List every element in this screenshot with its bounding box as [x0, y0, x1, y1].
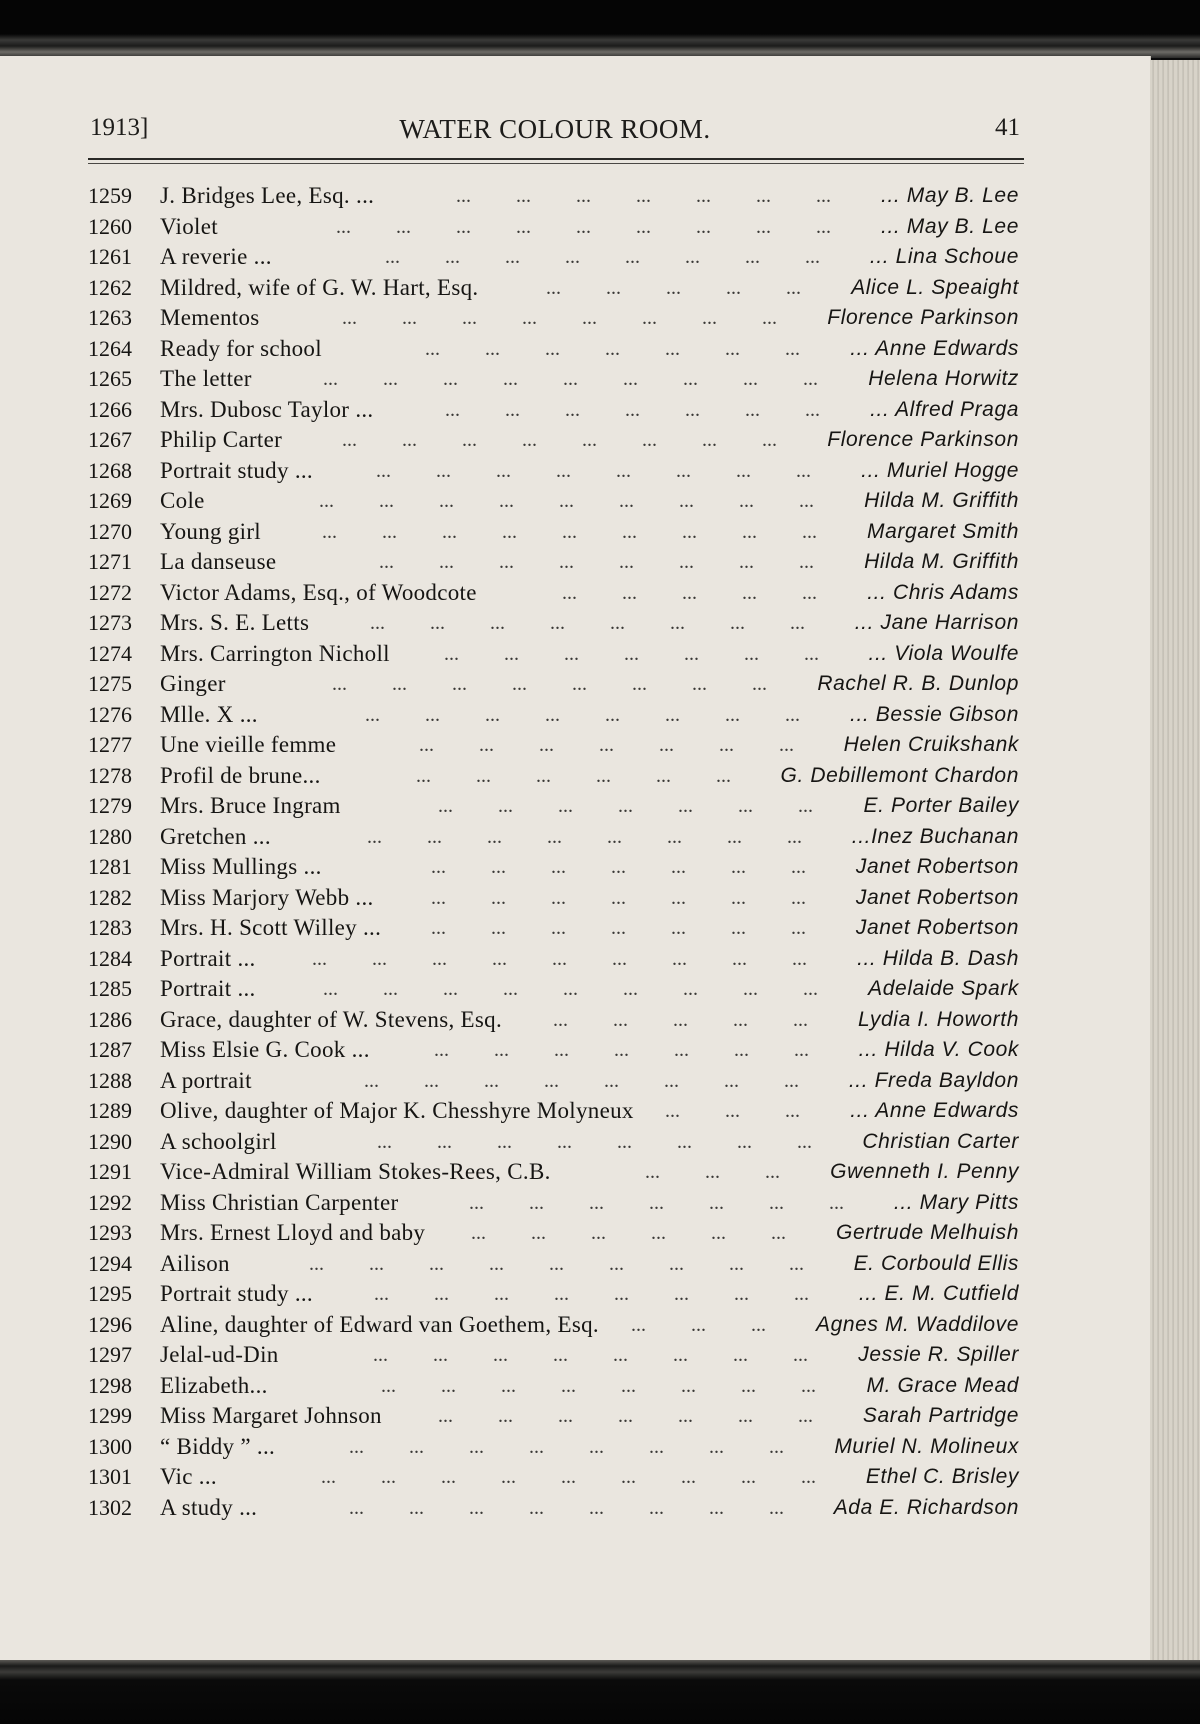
leader-dots: ... ... ... ... ... ... ... — [438, 1405, 853, 1427]
leader-dots: ... ... ... ... ... ... ... — [431, 856, 846, 878]
entry-title: Miss Marjory Webb ... — [160, 884, 374, 910]
entry-number: 1279 — [88, 793, 132, 818]
leader-dots: ... ... ... ... ... ... — [416, 764, 771, 787]
entry-title: Mrs. Carrington Nicholl — [160, 640, 390, 666]
leader-dots: ... ... ... ... ... ... ... — [444, 642, 859, 665]
entry-number: 1280 — [88, 823, 132, 849]
catalogue-entry — [88, 1219, 1023, 1250]
leader-dots: ... ... ... ... ... ... ... ... — [364, 1069, 839, 1092]
entry-number: 1262 — [88, 274, 132, 300]
entry-artist: ... Viola Woulfe — [868, 641, 1019, 665]
leader-dots: ... ... ... ... ... — [546, 276, 841, 299]
entry-title: Mrs. Dubosc Taylor ... — [160, 396, 374, 422]
entry-title: Young girl — [160, 518, 261, 544]
header-rule-thin — [88, 163, 1024, 164]
entry-title: A reverie ... — [160, 244, 272, 269]
entry-artist: Janet Robertson — [855, 916, 1019, 939]
leader-dots: ... ... ... ... ... ... ... — [431, 917, 846, 939]
entry-number: 1296 — [88, 1311, 132, 1337]
leader-dots: ... ... ... ... ... ... ... — [434, 1039, 849, 1061]
entry-artist: ...Inez Buchanan — [851, 824, 1019, 848]
entry-artist: Muriel N. Molineux — [834, 1434, 1019, 1458]
entry-artist: ... Anne Edwards — [850, 336, 1019, 360]
entry-artist: E. Corbould Ellis — [853, 1251, 1019, 1275]
entry-title: Miss Christian Carpenter — [160, 1189, 399, 1215]
entry-number: 1295 — [88, 1281, 132, 1306]
entry-artist: ... Anne Edwards — [850, 1099, 1019, 1122]
leader-dots: ... ... ... ... ... ... ... ... — [342, 307, 817, 329]
leader-dots: ... ... ... ... ... ... ... — [431, 886, 846, 909]
entry-number: 1287 — [88, 1037, 132, 1062]
catalogue-entry — [88, 1463, 1023, 1494]
book-top-edge — [0, 0, 1200, 58]
leader-dots: ... ... ... ... ... ... ... ... — [342, 429, 817, 451]
entry-number: 1277 — [88, 732, 132, 757]
entry-artist: Ada E. Richardson — [833, 1495, 1019, 1519]
entry-title: Elizabeth... — [160, 1372, 268, 1398]
entry-title: Mrs. Bruce Ingram — [160, 793, 341, 818]
catalogue-entry — [88, 1189, 1023, 1220]
book-bottom-edge — [0, 1660, 1200, 1724]
entry-artist: E. Porter Bailey — [863, 794, 1019, 817]
leader-dots: ... ... ... ... ... ... ... ... ... — [322, 520, 857, 543]
entry-number: 1259 — [88, 183, 132, 208]
catalogue-entry — [88, 640, 1023, 671]
entry-number: 1266 — [88, 396, 132, 422]
entry-artist: ... May B. Lee — [881, 184, 1019, 207]
entry-artist: ... Muriel Hogge — [861, 458, 1019, 482]
entry-number: 1273 — [88, 610, 132, 635]
entry-title: Aline, daughter of Edward van Goethem, Esq. — [160, 1311, 599, 1337]
leader-dots: ... ... ... ... ... ... ... — [425, 337, 840, 360]
entry-artist: Janet Robertson — [855, 855, 1019, 878]
entry-title: Miss Elsie G. Cook ... — [160, 1037, 370, 1062]
entry-title: La danseuse — [160, 549, 277, 574]
entry-artist: ... Freda Bayldon — [848, 1068, 1019, 1092]
leader-dots: ... ... ... ... ... ... ... ... — [370, 612, 845, 634]
catalogue-entry — [88, 365, 1023, 396]
catalogue-entry — [88, 579, 1023, 610]
entry-title: Mildred, wife of G. W. Hart, Esq. — [160, 274, 479, 300]
entry-number: 1292 — [88, 1189, 132, 1215]
catalogue-entry — [88, 731, 1023, 762]
entry-number: 1290 — [88, 1128, 132, 1154]
entry-title: Cole — [160, 488, 205, 513]
entry-number: 1263 — [88, 305, 132, 330]
entry-number: 1291 — [88, 1159, 132, 1184]
catalogue-entry — [88, 762, 1023, 793]
entry-title: Portrait study ... — [160, 457, 313, 483]
entry-number: 1281 — [88, 854, 132, 879]
catalogue-entry — [88, 213, 1023, 244]
entry-number: 1294 — [88, 1250, 132, 1276]
leader-dots: ... ... ... ... ... ... ... ... ... — [319, 490, 854, 512]
entry-title: Victor Adams, Esq., of Woodcote — [160, 579, 477, 605]
leader-dots: ... ... ... ... ... ... ... ... — [385, 246, 860, 268]
page-number: 41 — [995, 114, 1020, 141]
entry-artist: Helen Cruikshank — [843, 733, 1019, 756]
entry-title: Olive, daughter of Major K. Chesshyre Molyneux — [160, 1098, 634, 1123]
entry-artist: ... Lina Schoue — [869, 245, 1019, 268]
entry-number: 1300 — [88, 1433, 132, 1459]
leader-dots: ... ... ... ... ... ... ... ... ... — [323, 368, 858, 390]
leader-dots: ... ... ... ... ... — [553, 1008, 848, 1031]
leader-dots: ... ... ... ... ... ... ... ... — [332, 673, 807, 695]
catalogue-entry — [88, 396, 1023, 427]
leader-dots: ... ... ... ... ... ... ... ... — [379, 551, 854, 573]
leader-dots: ... ... ... ... ... ... ... ... — [376, 459, 851, 482]
catalogue-entry — [88, 701, 1023, 732]
catalogue-entry — [88, 1158, 1023, 1189]
entry-title: Gretchen ... — [160, 823, 271, 849]
page-fore-edge — [1150, 60, 1200, 1660]
catalogue-entry — [88, 457, 1023, 488]
entry-number: 1285 — [88, 976, 132, 1001]
entry-number: 1264 — [88, 335, 132, 361]
entry-number: 1274 — [88, 640, 132, 666]
entry-artist: Florence Parkinson — [827, 306, 1019, 329]
entry-title: Portrait study ... — [160, 1281, 313, 1306]
catalogue-entry — [88, 182, 1023, 213]
entry-number: 1267 — [88, 427, 132, 452]
entry-number: 1265 — [88, 366, 132, 391]
entry-title: Grace, daughter of W. Stevens, Esq. — [160, 1006, 503, 1032]
leader-dots: ... ... ... ... ... ... ... ... — [349, 1435, 824, 1458]
entry-artist: ... Bessie Gibson — [850, 702, 1019, 726]
entry-title: Jelal-ud-Din — [160, 1342, 279, 1367]
catalogue-entry — [88, 853, 1023, 884]
entry-artist: Hilda M. Griffith — [864, 550, 1019, 573]
entry-number: 1275 — [88, 671, 132, 696]
entry-artist: ... Chris Adams — [867, 580, 1019, 604]
entry-artist: ... Hilda V. Cook — [858, 1038, 1019, 1061]
entry-number: 1268 — [88, 457, 132, 483]
catalogue-entry — [88, 1341, 1023, 1372]
running-header — [90, 114, 1020, 154]
entry-number: 1288 — [88, 1067, 132, 1093]
leader-dots: ... ... ... ... ... ... — [471, 1222, 826, 1244]
entry-artist: ... E. M. Cutfield — [858, 1282, 1019, 1305]
entry-title: Ailison — [160, 1250, 230, 1276]
leader-dots: ... ... ... ... ... ... ... ... — [349, 1496, 824, 1519]
leader-dots: ... ... ... ... ... ... ... ... — [365, 703, 840, 726]
catalogue-entry — [88, 548, 1023, 579]
entry-number: 1299 — [88, 1403, 132, 1428]
entry-number: 1284 — [88, 945, 132, 971]
leader-dots: ... ... ... ... ... ... ... ... ... — [323, 978, 858, 1000]
catalogue-entry — [88, 1006, 1023, 1037]
entry-title: Mrs. H. Scott Willey ... — [160, 915, 382, 940]
entry-title: Miss Mullings ... — [160, 854, 322, 879]
entry-number: 1272 — [88, 579, 132, 605]
leader-dots: ... ... ... — [665, 1100, 840, 1122]
entry-title: Ginger — [160, 671, 226, 696]
catalogue-entry — [88, 304, 1023, 335]
catalogue-entry — [88, 1372, 1023, 1403]
entry-artist: Florence Parkinson — [827, 428, 1019, 451]
entry-artist: Ethel C. Brisley — [865, 1465, 1019, 1488]
entry-title: Vice-Admiral William Stokes-Rees, C.B. — [160, 1159, 551, 1184]
header-year: 1913] — [90, 114, 149, 141]
leader-dots: ... ... ... ... ... ... ... — [456, 185, 871, 207]
entry-artist: Jessie R. Spiller — [858, 1343, 1019, 1366]
entry-title: Philip Carter — [160, 427, 283, 452]
header-title: WATER COLOUR ROOM. — [399, 114, 711, 144]
catalogue-entry — [88, 975, 1023, 1006]
entry-number: 1261 — [88, 244, 132, 269]
catalogue-entry — [88, 1097, 1023, 1128]
catalogue-entry — [88, 792, 1023, 823]
catalogue-entry — [88, 914, 1023, 945]
catalogue-entry — [88, 1067, 1023, 1098]
entry-title: A study ... — [160, 1494, 258, 1520]
entry-artist: Christian Carter — [862, 1129, 1019, 1153]
entry-number: 1293 — [88, 1220, 132, 1245]
leader-dots: ... ... ... ... ... ... ... — [469, 1191, 884, 1214]
entry-title: Vic ... — [160, 1464, 217, 1489]
entry-artist: Rachel R. B. Dunlop — [817, 672, 1019, 695]
entry-number: 1301 — [88, 1464, 132, 1489]
entry-title: Profil de brune... — [160, 762, 321, 788]
entry-title: “ Biddy ” ... — [160, 1433, 276, 1459]
leader-dots: ... ... ... — [631, 1313, 806, 1336]
catalogue-entry — [88, 1494, 1023, 1525]
entry-artist: Alice L. Speaight — [851, 275, 1019, 299]
entry-number: 1270 — [88, 518, 132, 544]
entry-number: 1278 — [88, 762, 132, 788]
entry-artist: ... Alfred Praga — [870, 397, 1019, 421]
entry-number: 1282 — [88, 884, 132, 910]
entry-artist: Hilda M. Griffith — [864, 489, 1019, 512]
leader-dots: ... ... ... ... ... ... ... ... — [367, 825, 842, 848]
leader-dots: ... ... ... ... ... ... ... ... ... — [321, 1466, 856, 1488]
entry-artist: Lydia I. Howorth — [858, 1007, 1019, 1031]
entry-artist: Gwenneth I. Penny — [830, 1160, 1019, 1183]
leader-dots: ... ... ... ... ... ... ... ... ... — [312, 947, 847, 970]
entry-number: 1297 — [88, 1342, 132, 1367]
catalogue-entry — [88, 1280, 1023, 1311]
entry-title: Ready for school — [160, 335, 322, 361]
entry-artist: G. Debillemont Chardon — [780, 763, 1019, 787]
leader-dots: ... ... ... ... ... ... ... ... — [373, 1344, 848, 1366]
entry-number: 1283 — [88, 915, 132, 940]
entry-number: 1269 — [88, 488, 132, 513]
entry-title: The letter — [160, 366, 252, 391]
entry-title: Miss Margaret Johnson — [160, 1403, 382, 1428]
catalogue-entry — [88, 823, 1023, 854]
entry-number: 1286 — [88, 1006, 132, 1032]
entry-number: 1271 — [88, 549, 132, 574]
entry-title: Mrs. S. E. Letts — [160, 610, 310, 635]
catalogue-entry — [88, 243, 1023, 274]
entry-title: Portrait ... — [160, 976, 256, 1001]
entry-artist: Janet Robertson — [855, 885, 1019, 909]
entry-artist: Helena Horwitz — [868, 367, 1019, 390]
leader-dots: ... ... ... ... ... ... ... — [419, 734, 834, 756]
entry-number: 1289 — [88, 1098, 132, 1123]
catalogue-entry — [88, 670, 1023, 701]
entry-number: 1298 — [88, 1372, 132, 1398]
leader-dots: ... ... ... ... ... ... ... — [438, 795, 853, 817]
entry-title: Mementos — [160, 305, 260, 330]
entry-number: 1276 — [88, 701, 132, 727]
entry-title: Mrs. Ernest Lloyd and baby — [160, 1220, 426, 1245]
catalogue-entry — [88, 1128, 1023, 1159]
leader-dots: ... ... ... ... ... ... ... ... ... — [336, 215, 871, 238]
entry-artist: Agnes M. Waddilove — [815, 1312, 1019, 1336]
entry-title: J. Bridges Lee, Esq. ... — [160, 183, 375, 208]
leader-dots: ... ... ... ... ... — [562, 581, 857, 604]
entry-title: A portrait — [160, 1067, 252, 1093]
entry-title: A schoolgirl — [160, 1128, 277, 1154]
entry-artist: ... May B. Lee — [881, 214, 1019, 238]
catalogue-list — [88, 182, 1023, 1524]
entry-title: Mlle. X ... — [160, 701, 258, 727]
entry-title: Une vieille femme — [160, 732, 337, 757]
entry-artist: Adelaide Spark — [868, 977, 1019, 1000]
catalogue-entry — [88, 609, 1023, 640]
entry-artist: Gertrude Melhuish — [836, 1221, 1019, 1244]
leader-dots: ... ... ... ... ... ... ... ... — [381, 1374, 856, 1397]
catalogue-entry — [88, 1250, 1023, 1281]
entry-title: Portrait ... — [160, 945, 256, 971]
catalogue-entry — [88, 884, 1023, 915]
entry-artist: Sarah Partridge — [862, 1404, 1019, 1427]
entry-artist: ... Mary Pitts — [893, 1190, 1019, 1214]
entry-artist: ... Jane Harrison — [854, 611, 1019, 634]
catalogue-entry — [88, 1036, 1023, 1067]
leader-dots: ... ... ... ... ... ... ... ... ... — [309, 1252, 844, 1275]
catalogue-entry — [88, 1402, 1023, 1433]
leader-dots: ... ... ... — [645, 1161, 820, 1183]
catalogue-entry — [88, 1311, 1023, 1342]
entry-artist: Margaret Smith — [867, 519, 1019, 543]
leader-dots: ... ... ... ... ... ... ... ... — [374, 1283, 849, 1305]
catalogue-entry — [88, 945, 1023, 976]
entry-title: Violet — [160, 213, 218, 239]
catalogue-entry — [88, 274, 1023, 305]
header-rule — [88, 158, 1024, 160]
leader-dots: ... ... ... ... ... ... ... — [445, 398, 860, 421]
catalogue-entry — [88, 487, 1023, 518]
leader-dots: ... ... ... ... ... ... ... ... — [377, 1130, 852, 1153]
entry-number: 1302 — [88, 1494, 132, 1520]
catalogue-entry — [88, 1433, 1023, 1464]
entry-artist: ... Hilda B. Dash — [857, 946, 1019, 970]
catalogue-entry — [88, 518, 1023, 549]
entry-artist: M. Grace Mead — [866, 1373, 1019, 1397]
catalogue-entry — [88, 335, 1023, 366]
catalogue-entry — [88, 426, 1023, 457]
entry-number: 1260 — [88, 213, 132, 239]
